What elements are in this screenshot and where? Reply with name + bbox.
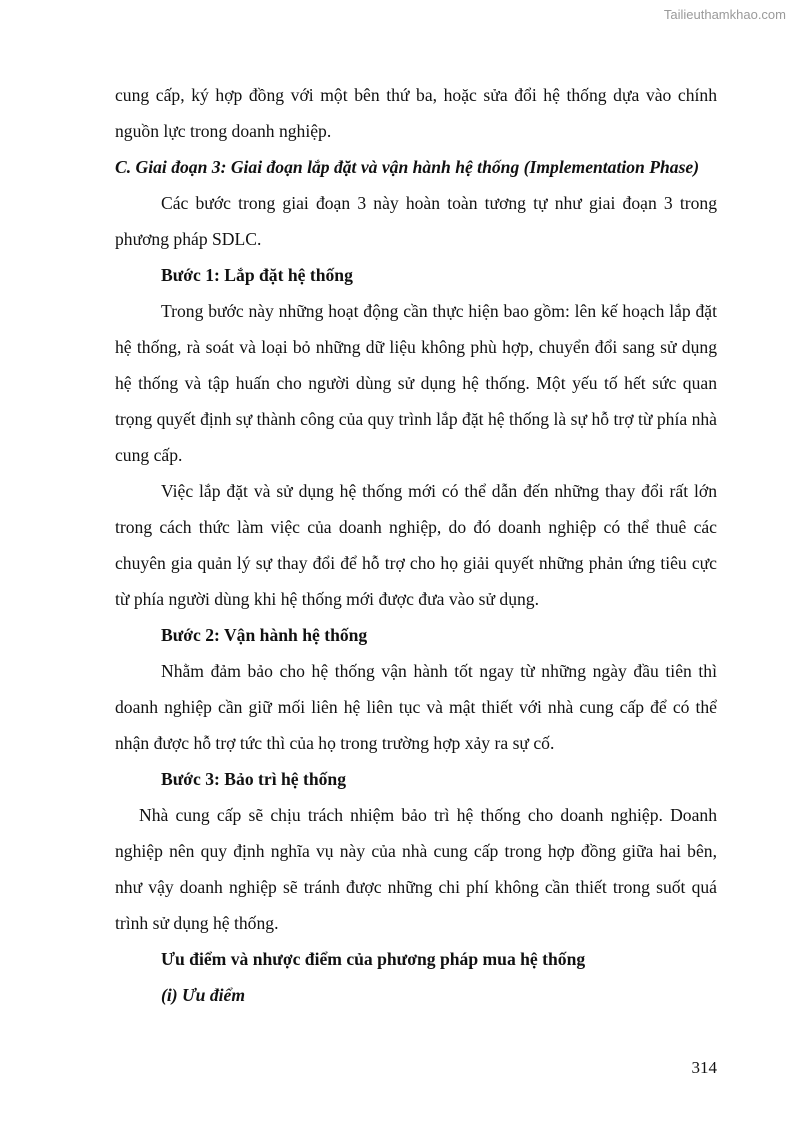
pros-subheading: (i) Ưu điểm (161, 985, 245, 1005)
paragraph-intro: cung cấp, ký hợp đồng với một bên thứ ba, hoặc sửa đổi hệ thống dựa vào chính nguồn lực trong doanh nghiệp. (115, 85, 717, 141)
step2-heading: Bước 2: Vận hành hệ thống (161, 625, 368, 645)
paragraph-section-c: Các bước trong giai đoạn 3 này hoàn toàn tương tự như giai đoạn 3 trong phương pháp SDLC. (115, 193, 717, 249)
paragraph-step3: Nhà cung cấp sẽ chịu trách nhiệm bảo trì hệ thống cho doanh nghiệp. Doanh nghiệp nên quy định nghĩa vụ này của nhà cung cấp trong hợp đồng giữa hai bên, như vậy doanh nghiệp sẽ tránh được những chi phí không cần thiết trong suốt quá trình sử dụng hệ thống. (115, 805, 717, 933)
paragraph-step2: Nhằm đảm bảo cho hệ thống vận hành tốt ngay từ những ngày đầu tiên thì doanh nghiệp cần giữ mối liên hệ liên tục và mật thiết với nhà cung cấp để có thể nhận được hỗ trợ tức thì của họ trong trường hợp xảy ra sự cố. (115, 661, 717, 753)
pros-cons-heading: Ưu điểm và nhược điểm của phương pháp mua hệ thống (161, 949, 586, 969)
step3-heading: Bước 3: Bảo trì hệ thống (161, 769, 346, 789)
document-body (115, 77, 717, 1013)
section-c-heading: C. Giai đoạn 3: Giai đoạn lắp đặt và vận hành hệ thống (Implementation Phase) (115, 157, 700, 177)
step1-heading: Bước 1: Lắp đặt hệ thống (161, 265, 353, 285)
page-number: 314 (691, 1058, 717, 1077)
paragraph-step1-b: Việc lắp đặt và sử dụng hệ thống mới có thể dẫn đến những thay đổi rất lớn trong cách thức làm việc của doanh nghiệp, do đó doanh nghiệp có thể thuê các chuyên gia quản lý sự thay đổi để hỗ trợ cho họ giải quyết những phản ứng tiêu cực từ phía người dùng khi hệ thống mới được đưa vào sử dụng. (115, 481, 717, 609)
watermark: Tailieuthamkhao.com (663, 7, 786, 22)
paragraph-step1-a: Trong bước này những hoạt động cần thực hiện bao gồm: lên kế hoạch lắp đặt hệ thống, rà soát và loại bỏ những dữ liệu không phù hợp, chuyển đổi sang sử dụng hệ thống và tập huấn cho người dùng sử dụng hệ thống. Một yếu tố hết sức quan trọng quyết định sự thành công của quy trình lắp đặt hệ thống là sự hỗ trợ từ phía nhà cung cấp. (115, 301, 717, 465)
